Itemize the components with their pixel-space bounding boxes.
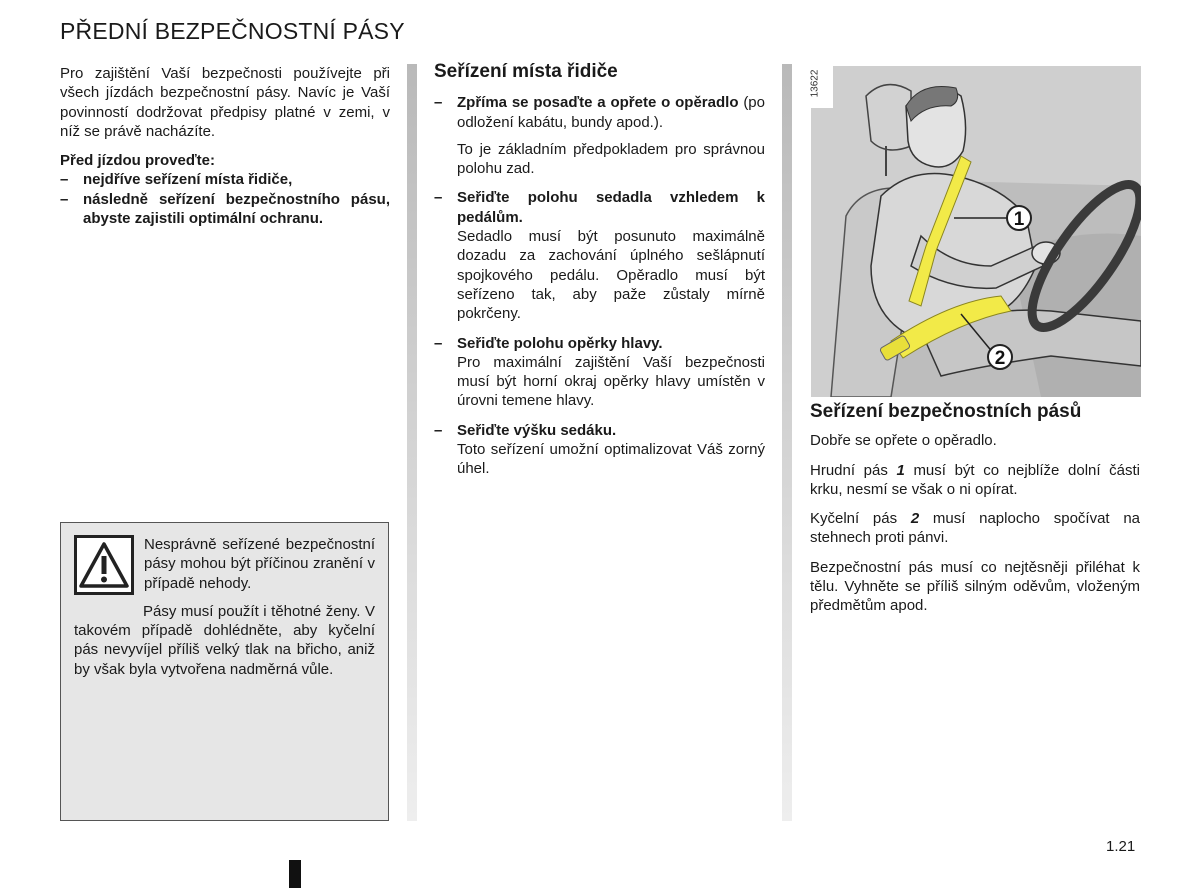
column-divider: [407, 64, 417, 821]
paragraph: Kyčelní pás 2 musí naplocho spočívat na stehnech proti pánvi.: [810, 510, 1140, 547]
column-divider: [782, 64, 792, 821]
seatbelt-illustration: [811, 66, 1141, 397]
warning-text-2: Pásy musí použít i těhotné ženy. V takovém případě dohlédněte, aby kyčelní pás nevyvíjel příliš velký tlak na břicho, aniž by však byla vytvořena nadměrná vůle.: [74, 602, 375, 678]
paragraph: Dobře se opřete o opěradlo.: [810, 432, 997, 450]
item-title: Seřiďte polohu opěrky hlavy.: [457, 334, 663, 352]
list-item: – Zpříma se posaďte a opřete o opěradlo (po odložení kabátu, bundy apod.).: [434, 94, 765, 131]
warning-box: [60, 522, 389, 821]
column-right: [810, 402, 1140, 626]
before-driving-heading: Před jízdou proveďte:: [60, 152, 215, 170]
warning-text-1: Nesprávně seřízené bezpečnostní pásy mohou být příčinou zranění v případě nehody.: [144, 536, 375, 592]
intro-paragraph: Pro zajištění Vaší bezpečnosti používejte při všech jízdách bezpečnostní pásy. Navíc je Vaší povinností dodržovat předpisy platné v zemi, v níž se právě nacházíte.: [60, 65, 390, 140]
list-item: – Seřiďte polohu sedadla vzhledem k pedálům. Sedadlo musí být posunuto maximálně dozadu za zachování úplného sešlápnutí spojkového pedálu. Opěradlo musí být seřízeno tak, aby paže zůstaly mírně pokrčeny.: [434, 189, 765, 323]
item-note: To je základním předpokladem pro správnou polohu zad.: [457, 140, 765, 178]
callout-1: 1: [1013, 209, 1025, 230]
list-item-text: nejdříve seřízení místa řidiče,: [83, 171, 293, 189]
list-item: – následně seřízení bezpečnostního pásu, abyste zajistili optimální ochranu.: [60, 190, 390, 228]
item-text: (po odložení kabátu, bundy apod.).: [457, 94, 765, 131]
item-text: Pro maximální zajištění Vaší bezpečnosti musí být horní okraj opěrky hlavy umístěn v úrovni temene hlavy.: [457, 353, 765, 410]
figure-code: 13622: [811, 66, 833, 108]
section-heading-driver-seat: Seřízení místa řidiče: [434, 61, 618, 82]
paragraph: Hrudní pás 1 musí být co nejblíže dolní části krku, nesmí se však o ni opírat.: [810, 461, 1140, 498]
page-title: PŘEDNÍ BEZPEČNOSTNÍ PÁSY: [60, 18, 405, 44]
section-heading-belt-adjust: Seřízení bezpečnostních pásů: [810, 401, 1082, 422]
column-middle: [434, 62, 765, 479]
item-text: Sedadlo musí být posunuto maximálně dozadu za zachování úplného sešlápnutí spojkového pedálu. Opěradlo musí být seřízeno tak, aby paže zůstaly mírně pokrčeny.: [457, 228, 765, 323]
page-edge-mark: [289, 860, 301, 888]
callout-2: 2: [994, 348, 1006, 369]
item-text: Toto seřízení umožní optimalizovat Váš zorný úhel.: [457, 441, 765, 478]
warning-triangle-icon: [74, 535, 134, 595]
item-title: Seřiďte výšku sedáku.: [457, 421, 617, 439]
paragraph: Bezpečnostní pás musí co nejtěsněji přiléhat k tělu. Vyhněte se příliš silným oděvům, vloženým předmětům apod.: [810, 558, 1140, 615]
item-title: Seřiďte polohu sedadla vzhledem k pedálům.: [457, 189, 765, 226]
column-left: [60, 64, 390, 228]
list-item-text: následně seřízení bezpečnostního pásu, abyste zajistili optimální ochranu.: [83, 190, 390, 228]
list-item: – nejdříve seřízení místa řidiče,: [60, 170, 390, 189]
list-item: – Seřiďte výšku sedáku. Toto seřízení umožní optimalizovat Váš zorný úhel.: [434, 421, 765, 478]
list-item: – Seřiďte polohu opěrky hlavy. Pro maximální zajištění Vaší bezpečnosti musí být horní okraj opěrky hlavy umístěn v úrovni temene hlavy.: [434, 334, 765, 410]
item-title: Zpříma se posaďte a opřete o opěradlo: [457, 94, 739, 112]
page-number: 1.21: [1106, 838, 1136, 855]
